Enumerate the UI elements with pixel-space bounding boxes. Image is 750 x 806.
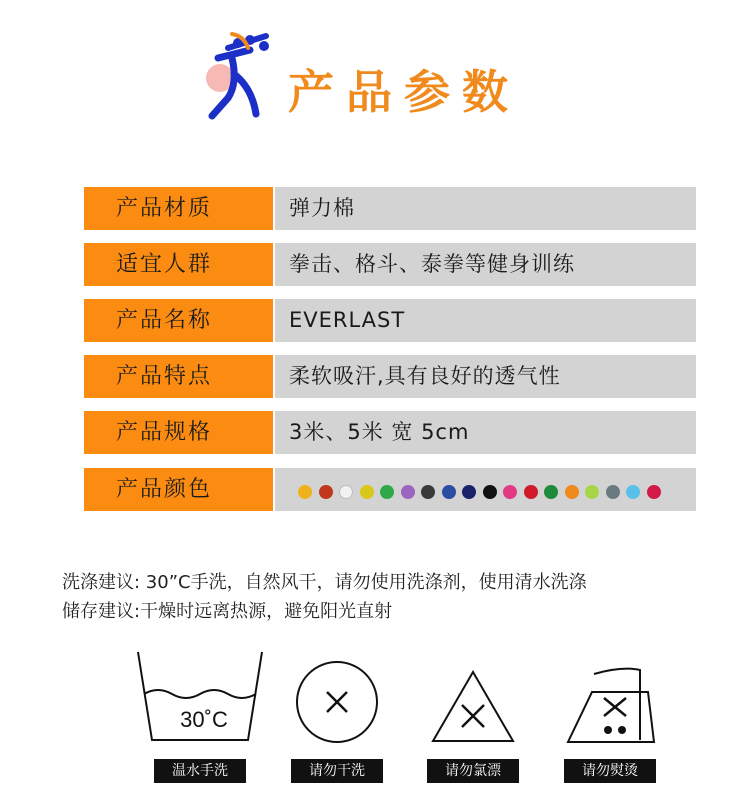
color-swatch bbox=[442, 485, 456, 499]
color-swatch bbox=[647, 485, 661, 499]
spec-row-features bbox=[84, 355, 696, 398]
spec-row-size bbox=[84, 411, 696, 454]
spec-value: 拳击、格斗、泰拳等健身训练 bbox=[273, 243, 696, 286]
hand-wash-icon bbox=[134, 648, 266, 744]
symbol-label: 请勿氯漂 bbox=[427, 759, 519, 783]
spec-value: EVERLAST bbox=[273, 299, 696, 342]
color-swatch bbox=[483, 485, 497, 499]
symbol-label: 温水手洗 bbox=[154, 759, 246, 783]
spec-label: 产品名称 bbox=[84, 299, 273, 342]
color-swatch bbox=[544, 485, 558, 499]
color-swatch bbox=[585, 485, 599, 499]
spec-value: 3米、5米 宽 5cm bbox=[273, 411, 696, 454]
color-swatch bbox=[421, 485, 435, 499]
no-bleach-icon bbox=[430, 669, 516, 745]
spec-label: 适宜人群 bbox=[84, 243, 273, 286]
wash-temperature: 30˚C bbox=[180, 707, 228, 732]
symbol-label: 请勿干洗 bbox=[291, 759, 383, 783]
no-dry-clean-icon bbox=[294, 659, 380, 745]
color-swatch bbox=[503, 485, 517, 499]
color-swatch bbox=[626, 485, 640, 499]
wash-advice: 洗涤建议: 30”C手洗，自然风干，请勿使用洗涤剂，使用清水洗涤 bbox=[62, 572, 587, 593]
spec-label: 产品规格 bbox=[84, 411, 273, 454]
color-swatch bbox=[360, 485, 374, 499]
no-iron-icon bbox=[564, 662, 660, 746]
symbol-label: 请勿熨烫 bbox=[564, 759, 656, 783]
color-swatch bbox=[606, 485, 620, 499]
spec-row-material bbox=[84, 187, 696, 230]
color-swatch bbox=[462, 485, 476, 499]
color-swatch bbox=[380, 485, 394, 499]
header bbox=[0, 0, 750, 150]
storage-advice: 储存建议:干燥时远离热源，避免阳光直射 bbox=[62, 601, 393, 622]
spec-label: 产品特点 bbox=[84, 355, 273, 398]
spec-value: 弹力棉 bbox=[273, 187, 696, 230]
color-swatch bbox=[565, 485, 579, 499]
spec-value: 柔软吸汗,具有良好的透气性 bbox=[273, 355, 696, 398]
boxer-logo-icon bbox=[198, 28, 288, 123]
color-swatch bbox=[401, 485, 415, 499]
color-swatch bbox=[298, 485, 312, 499]
spec-row-name bbox=[84, 299, 696, 342]
color-swatch bbox=[524, 485, 538, 499]
spec-label: 产品材质 bbox=[84, 187, 273, 230]
spec-label: 产品颜色 bbox=[84, 468, 273, 511]
color-swatch bbox=[319, 485, 333, 499]
page-title: 产品参数 bbox=[288, 65, 520, 119]
spec-row-audience bbox=[84, 243, 696, 286]
color-swatch bbox=[339, 485, 353, 499]
